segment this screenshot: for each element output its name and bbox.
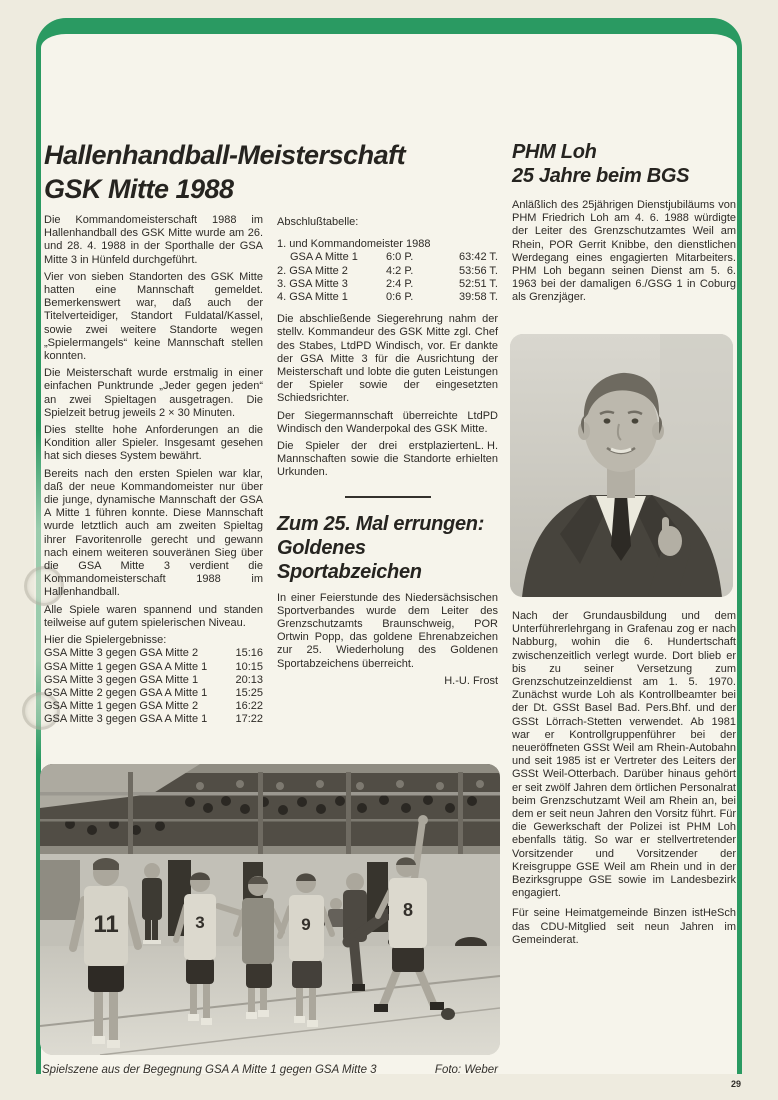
table-goals: 39:58 T. bbox=[459, 291, 498, 304]
final-table bbox=[277, 238, 498, 304]
result-row bbox=[44, 674, 263, 687]
result-row bbox=[44, 687, 263, 700]
table-team: GSA A Mitte 1 bbox=[290, 251, 358, 264]
table-row bbox=[277, 251, 498, 264]
loh-title-line1: PHM Loh bbox=[512, 141, 597, 163]
table-row bbox=[277, 291, 498, 304]
page-number: 29 bbox=[731, 1079, 742, 1089]
paragraph: Bereits nach den ersten Spielen war klar, daß der neue Kommandomeister nur über die junge, dynamische Mannschaft der GSA A Mitte 1 führen konnte. Diese Mannschaft wurde letztlich auch am zweiten Spieltag ihrer Favoritenrolle gerecht und gewann nach einem weiteren souveränen Sieg über die GSA Mitte 3 verdient die Kommandomeisterschaft 1988 im Hallenhandball. bbox=[44, 467, 263, 599]
result-match: GSA Mitte 3 gegen GSA Mitte 2 bbox=[44, 647, 199, 660]
paragraph-text: Für seine Heimatgemeinde Binzen ist das CDU-Mitglied seit neun Jahren im Gemeinderat. bbox=[512, 907, 736, 946]
result-row bbox=[44, 661, 263, 674]
result-match: GSA Mitte 3 gegen GSA Mitte 1 bbox=[44, 673, 199, 686]
paragraph: Alle Spiele waren spannend und standen teilweise auf gutem spielerischen Niveau. bbox=[44, 603, 263, 629]
table-team: 2. GSA Mitte 2 bbox=[277, 264, 348, 277]
paragraph: Anläßlich des 25jährigen Dienstjubiläums von PHM Friedrich Loh am 4. 6. 1988 würdigte der Leiter des Grenzschutzamtes Weil am Rhein, POR Gerrit Knibbe, den dienstlichen Werdegang eines engagierten Mitarbeiters. PHM Loh begann seinen Dienst am 5. 6. 1963 bei der damaligen 6./GSG 1 in Coburg als Grenzjäger. bbox=[512, 199, 736, 304]
sport-article-title bbox=[277, 512, 498, 584]
loh-article-title bbox=[512, 140, 736, 188]
article-title bbox=[44, 138, 500, 206]
result-score: 16:22 bbox=[235, 700, 263, 713]
table-goals: 63:42 T. bbox=[459, 251, 498, 264]
paragraph bbox=[277, 440, 498, 480]
result-score: 17:22 bbox=[235, 713, 263, 726]
handball bbox=[441, 1008, 455, 1020]
table-goals: 52:51 T. bbox=[459, 277, 498, 290]
result-match: GSA Mitte 3 gegen GSA A Mitte 1 bbox=[44, 713, 208, 726]
result-score: 20:13 bbox=[235, 673, 263, 686]
signature: H.-U. Frost bbox=[444, 674, 498, 687]
jersey-number-8: 8 bbox=[402, 900, 414, 920]
paragraph-text: Die Spieler der drei erstplazierten Mannschaften sowie die Standorte erhielten Urkunden. bbox=[277, 440, 498, 479]
column-right-lower bbox=[512, 610, 736, 951]
sport-title-line2: Goldenes bbox=[277, 536, 366, 559]
result-match: GSA Mitte 1 gegen GSA A Mitte 1 bbox=[44, 660, 208, 673]
result-row bbox=[44, 647, 263, 660]
column-right bbox=[512, 140, 736, 309]
result-match: GSA Mitte 1 gegen GSA Mitte 2 bbox=[44, 700, 199, 713]
paragraph: Die Meisterschaft wurde erstmalig in einer einfachen Punktrunde „Jeder gegen jeden“ an zwei Spieltagen ausgetragen. Die Spielzeit betrug jeweils 2 × 30 Minuten. bbox=[44, 367, 263, 419]
paragraph: Dies stellte hohe Anforderungen an die Kondition aller Spieler. Insgesamt gesehen hat sich dieses System bewährt. bbox=[44, 424, 263, 463]
table-row bbox=[277, 278, 498, 291]
photo-credit: Foto: Weber bbox=[434, 1064, 498, 1076]
table-heading: Abschlußtabelle: bbox=[277, 216, 359, 228]
results-intro: Hier die Spielergebnisse: bbox=[44, 634, 167, 647]
result-score: 15:25 bbox=[235, 686, 263, 699]
table-points: 6:0 P. bbox=[386, 251, 414, 264]
paragraph: In einer Feierstunde des Niedersächsischen Sportverbandes wurde dem Leiter des Grenzschutzamts Braunschweig, POR Ortwin Popp, das goldene Ehrenabzeichen zur 25. Wiederholung des Goldenen Sportabzeichens überreicht. bbox=[277, 591, 498, 670]
jersey-number-3: 3 bbox=[195, 913, 205, 932]
table-goals: 53:56 T. bbox=[459, 264, 498, 277]
paragraph: Vier von sieben Standorten des GSK Mitte hatten eine Mannschaft gemeldet. Bemerkenswert war, daß auch der Titelverteidiger, Standort Fuldatal/Kassel, sowie zwei weitere Standorte wegen „Spielermangels“ keine Mannschaft stellen konnten. bbox=[44, 270, 263, 363]
result-score: 10:15 bbox=[235, 660, 263, 673]
article-title-line1: Hallenhandball-Meisterschaft bbox=[44, 140, 406, 170]
paragraph: Der Siegermannschaft überreichte LtdPD Windisch den Wanderpokal des GSK Mitte. bbox=[277, 409, 498, 435]
table-row bbox=[277, 265, 498, 278]
result-match: GSA Mitte 2 gegen GSA A Mitte 1 bbox=[44, 686, 208, 699]
signature: HeSch bbox=[702, 907, 736, 920]
paragraph: Die Kommandomeisterschaft 1988 im Hallenhandball des GSK Mitte wurde am 26. und 28. 4. 1988 in der Sporthalle der GSA Mitte 3 in Hünfeld durchgeführt. bbox=[44, 214, 263, 266]
paragraph: Nach der Grundausbildung und dem Unterführerlehrgang in Grafenau zog er nach Nabburg, wohin die 6. Hundertschaft zwischenzeitlich verlegt wurde. Dort blieb er bis zu seiner Versetzung zum Grenzschutzeinzeldienst am 1. 5. 1970. Zunächst wurde Loh als Kontrollbeamter bei der Dt. GSSt Basel Bad. Pers.Bhf. und der GSSt Lörrach-Stetten verwendet. Ab 1981 war er Kontrollgruppenführer bei der neueröffneten GSSt Weil am Rhein-Autobahn und seit 1985 ist er Vertreter des Leiters der GSSt Weil-Otterbach. Darüber hinaus gehört er seit zwölf Jahren dem örtlichen Personalrat beim Grenzschutzamt Weil am Rhein an, bei dem er seit neun Jahren den Vorsitz führt. Für die Gewerkschaft der Polizei ist PHM Loh ebenfalls tätig. So war er stellvertretender Vorsitzender und Vorsitzender der Kreisgruppe GSE Weil am Rhein und in der Bezirksgruppe GSE sowie im Landesbezirk engagiert. bbox=[512, 610, 736, 900]
table-points: 0:6 P. bbox=[386, 291, 414, 304]
result-row bbox=[44, 700, 263, 713]
table-champion-line: 1. und Kommandomeister 1988 bbox=[277, 238, 431, 251]
game-photo bbox=[40, 764, 500, 1055]
table-points: 2:4 P. bbox=[386, 277, 414, 290]
result-row bbox=[44, 713, 263, 726]
column-left bbox=[44, 214, 263, 727]
sport-title-line3: Sportabzeichen bbox=[277, 560, 422, 583]
photo-caption: Spielszene aus der Begegnung GSA A Mitte 1 gegen GSA Mitte 3 bbox=[42, 1064, 377, 1076]
signature: L. H. bbox=[474, 440, 498, 453]
game-illustration bbox=[40, 764, 500, 1055]
result-score: 15:16 bbox=[235, 647, 263, 660]
paragraph bbox=[512, 907, 736, 947]
jersey-number-9: 9 bbox=[301, 915, 311, 934]
article-title-line2: GSK Mitte 1988 bbox=[44, 174, 234, 204]
portrait-illustration bbox=[510, 334, 733, 597]
table-team: 3. GSA Mitte 3 bbox=[277, 277, 348, 290]
table-team: 4. GSA Mitte 1 bbox=[277, 291, 348, 304]
column-middle bbox=[277, 216, 498, 688]
section-divider bbox=[345, 496, 431, 498]
table-points: 4:2 P. bbox=[386, 264, 414, 277]
sport-title-line1: Zum 25. Mal errungen: bbox=[277, 512, 485, 535]
jersey-number-11: 11 bbox=[93, 911, 119, 938]
loh-title-line2: 25 Jahre beim BGS bbox=[512, 165, 690, 187]
results-list bbox=[44, 647, 263, 726]
paragraph: Die abschließende Siegerehrung nahm der stellv. Kommandeur des GSK Mitte zgl. Chef des Stabes, LtdPD Windisch, vor. Er dankte der GSA Mitte 3 für die Ausrichtung der Meisterschaft und lobte die guten Leistungen der Spieler sowie der eingesetzten Schiedsrichter. bbox=[277, 313, 498, 405]
photo-caption-row bbox=[42, 1064, 498, 1076]
portrait-photo bbox=[510, 334, 733, 597]
